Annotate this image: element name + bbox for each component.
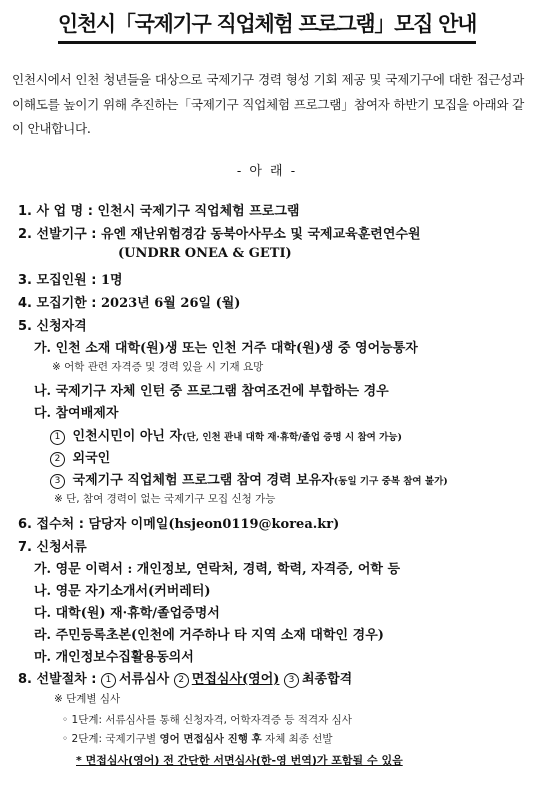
item-8-label: 8. 선발절차 : bbox=[18, 672, 97, 687]
item-5-da: 다. 참여배제자 bbox=[34, 406, 119, 421]
page-title: 인천시「국제기구 직업체험 프로그램」모집 안내 bbox=[58, 8, 476, 44]
item-6-label: 6. 접수처 : bbox=[18, 517, 84, 532]
item-8-step2-post: 자체 최종 선발 bbox=[265, 733, 333, 745]
item-8 bbox=[18, 668, 352, 688]
item-5-na: 나. 국제기구 자체 인턴 중 프로그램 참여조건에 부합하는 경우 bbox=[34, 384, 389, 399]
item-5-label: 5. 신청자격 bbox=[18, 319, 87, 334]
circled-number-3: 3 bbox=[50, 474, 65, 489]
ara-divider: - 아 래 - bbox=[236, 164, 298, 179]
circled-number-s3: 3 bbox=[284, 673, 299, 688]
item-7-ga: 가. 영문 이력서 : 개인정보, 연락처, 경력, 학력, 자격증, 어학 등 bbox=[34, 562, 401, 577]
item-4-label: 4. 모집기한 : bbox=[18, 296, 97, 311]
item-5-ex1 bbox=[50, 425, 402, 445]
item-8-star-note: * 면접심사(영어) 전 간단한 서면심사(한-영 번역)가 포함될 수 있음 bbox=[76, 754, 403, 767]
item-5-ex3-small: (동일 기구 중복 참여 불가) bbox=[333, 476, 448, 487]
item-8-s2: 면접심사(영어) bbox=[191, 672, 280, 687]
item-1-value: 인천시 국제기구 직업체험 프로그램 bbox=[97, 204, 300, 219]
item-7-da: 다. 대학(원) 재·휴학/졸업증명서 bbox=[34, 606, 220, 621]
circled-number-1: 1 bbox=[50, 430, 65, 445]
item-5-ex3-text: 국제기구 직업체험 프로그램 참여 경력 보유자 bbox=[72, 473, 334, 488]
item-5-ex-note: ※ 단, 참여 경력이 없는 국제기구 모집 신청 가능 bbox=[54, 493, 276, 505]
item-5-ex2 bbox=[50, 447, 110, 467]
item-4 bbox=[18, 292, 240, 311]
circled-number-s1: 1 bbox=[101, 673, 116, 688]
item-4-value: 2023년 6월 26일 (월) bbox=[101, 296, 241, 311]
item-6-value: 담당자 이메일(hsjeon0119@korea.kr) bbox=[88, 517, 340, 532]
item-8-step2-pre: ◦ 2단계: 국제기구별 bbox=[62, 733, 157, 745]
circled-number-2: 2 bbox=[50, 452, 65, 467]
intro-paragraph: 인천시에서 인천 청년들을 대상으로 국제기구 경력 형성 기회 제공 및 국제기구에 대한 접근성과 이해도를 높이기 위해 추진하는「국제기구 직업체험 프로그램」참여자 하반기 모집을 아래와 같이 안내합니다. bbox=[12, 72, 524, 136]
item-3-value: 1명 bbox=[101, 273, 123, 288]
item-1 bbox=[18, 200, 299, 219]
item-8-step2 bbox=[62, 731, 333, 746]
circled-number-s2: 2 bbox=[174, 673, 189, 688]
item-8-step2-bold: 영어 면접심사 진행 후 bbox=[159, 733, 262, 745]
item-5-ga: 가. 인천 소재 대학(원)생 또는 인천 거주 대학(원)생 중 영어능통자 bbox=[34, 341, 418, 356]
item-7-label: 7. 신청서류 bbox=[18, 540, 87, 555]
item-2-value: 유엔 재난위험경감 동북아사무소 및 국제교육훈련연수원 bbox=[101, 227, 421, 242]
item-5-ex3 bbox=[50, 469, 448, 489]
item-8-s1: 서류심사 bbox=[119, 672, 170, 687]
item-2 bbox=[18, 223, 421, 242]
item-5-ex1-text: 인천시민이 아닌 자 bbox=[72, 429, 183, 444]
item-3-label: 3. 모집인원 : bbox=[18, 273, 97, 288]
item-2-label: 2. 선발기구 : bbox=[18, 227, 97, 242]
item-6 bbox=[18, 513, 339, 532]
item-5-ga-note: ※ 어학 관련 자격증 및 경력 있을 시 기재 요망 bbox=[52, 361, 264, 373]
item-3 bbox=[18, 269, 123, 288]
item-2-value2: (UNDRR ONEA & GETI) bbox=[118, 246, 292, 261]
item-7-ma: 마. 개인정보수집활용동의서 bbox=[34, 650, 194, 665]
item-5-ex1-small: (단, 인천 관내 대학 재·휴학/졸업 증명 시 참여 가능) bbox=[182, 432, 402, 443]
item-5-ex2-text: 외국인 bbox=[72, 451, 111, 466]
item-8-note: ※ 단계별 심사 bbox=[54, 693, 121, 705]
title-wrap bbox=[14, 8, 520, 44]
item-8-step1: ◦ 1단계: 서류심사를 통해 신청자격, 어학자격증 등 적격자 심사 bbox=[62, 714, 352, 726]
item-8-s3: 최종합격 bbox=[301, 672, 353, 687]
item-7-ra: 라. 주민등록초본(인천에 거주하나 타 지역 소재 대학인 경우) bbox=[34, 628, 384, 643]
item-7-na: 나. 영문 자기소개서(커버레터) bbox=[34, 584, 211, 599]
item-1-label: 1. 사 업 명 : bbox=[18, 204, 93, 219]
